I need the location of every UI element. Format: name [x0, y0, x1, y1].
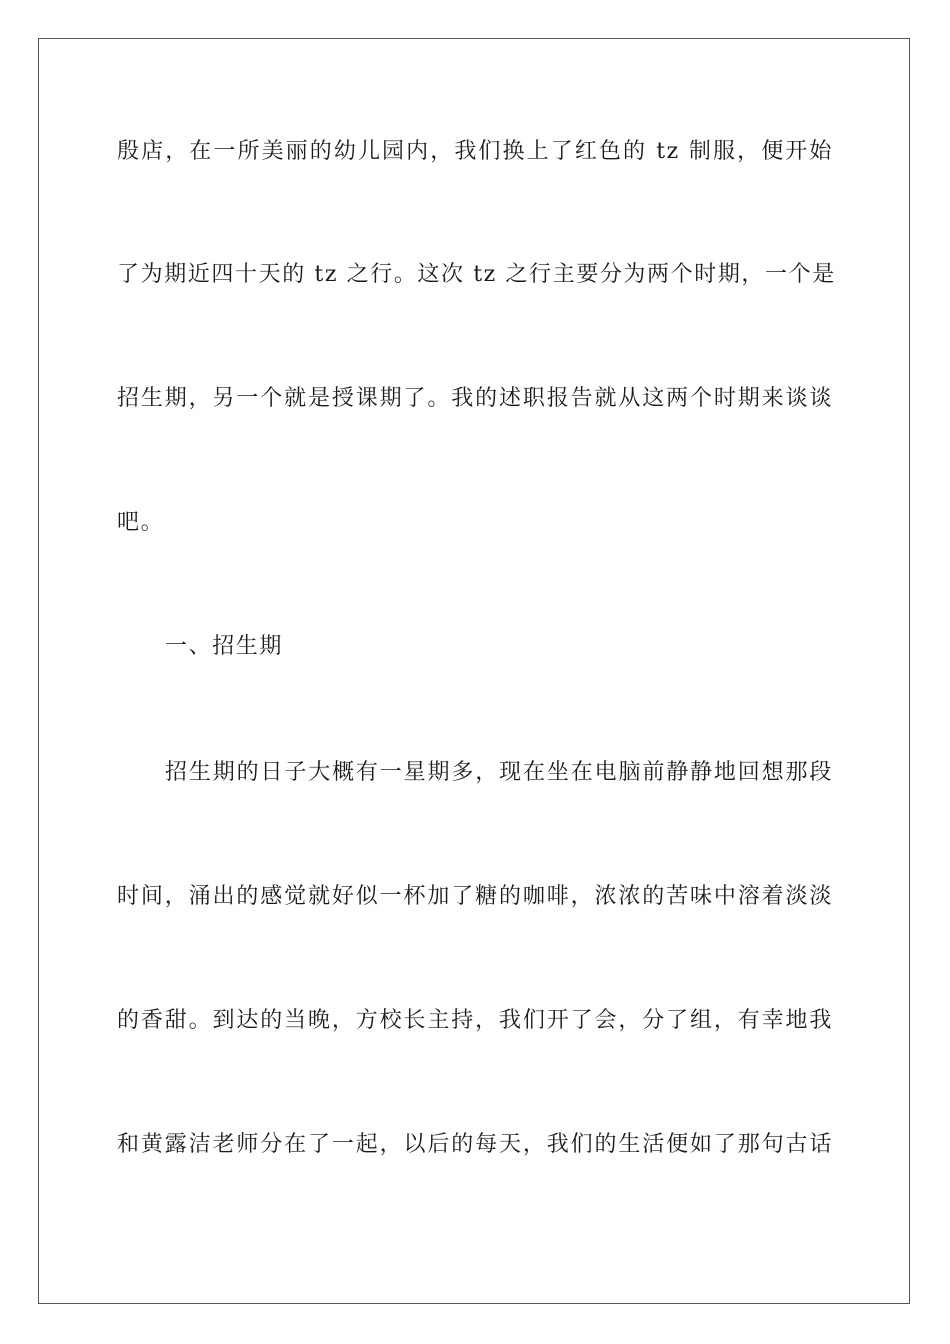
body-text-line: 了为期近四十天的 tz 之行。这次 tz 之行主要分为两个时期，一个是: [117, 262, 836, 287]
body-text-line: 招生期的日子大概有一星期多，现在坐在电脑前静静地回想那段: [165, 760, 833, 785]
body-text-line: 招生期，另一个就是授课期了。我的述职报告就从这两个时期来谈谈: [117, 386, 833, 411]
page-border: [38, 38, 910, 1304]
body-text-line: 殷店，在一所美丽的幼儿园内，我们换上了红色的 tz 制服，便开始: [117, 139, 833, 164]
section-heading: 一、招生期: [165, 634, 284, 659]
body-text-line: 和黄露洁老师分在了一起，以后的每天，我们的生活便如了那句古话: [117, 1132, 833, 1157]
body-text-line: 的香甜。到达的当晚，方校长主持，我们开了会，分了组，有幸地我: [117, 1008, 833, 1033]
body-text-line: 时间，涌出的感觉就好似一杯加了糖的咖啡，浓浓的苦味中溶着淡淡: [117, 884, 833, 909]
body-text-line: 吧。: [117, 510, 165, 535]
